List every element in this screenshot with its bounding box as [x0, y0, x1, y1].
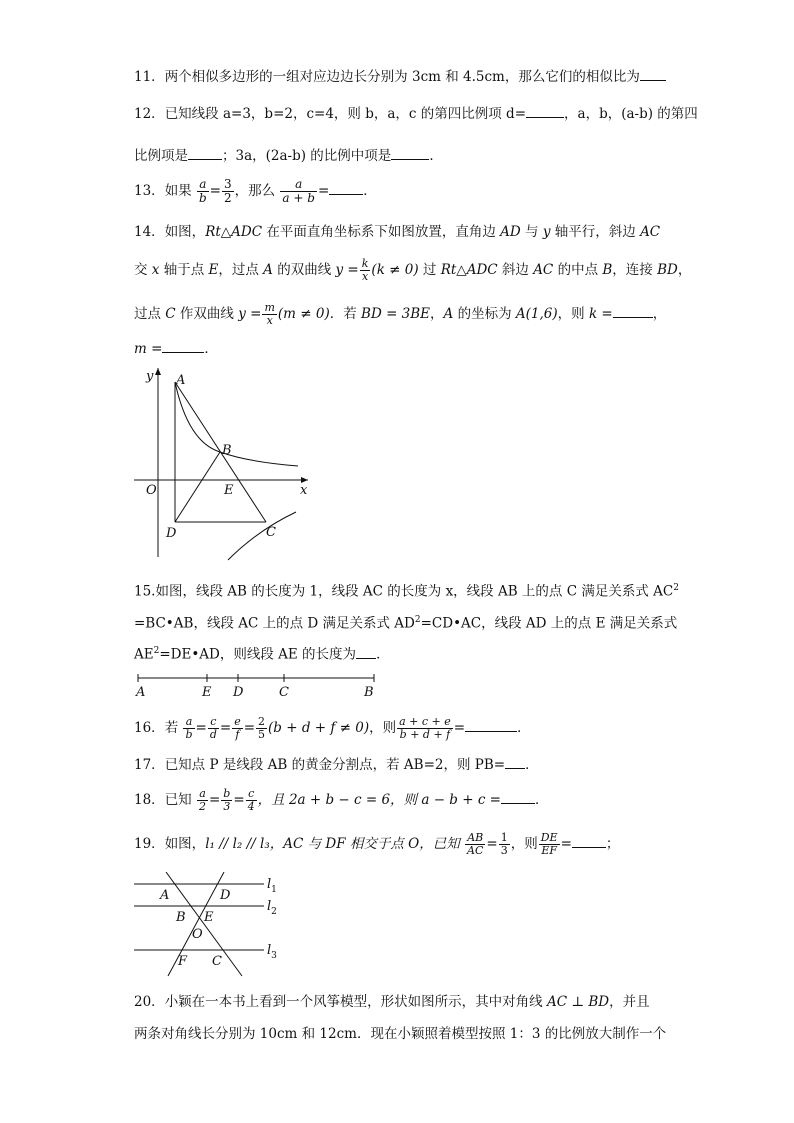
q15-sup3: 2 — [153, 646, 160, 656]
q12-text-b: ，a，b，(a-b) 的第四 — [564, 106, 698, 122]
q14-c: C — [165, 306, 176, 322]
q14-fig-label-c: C — [266, 525, 276, 540]
q18-answer-blank[interactable] — [501, 789, 535, 804]
q20-number: 20． — [134, 994, 165, 1010]
q19-frac-de-ef — [539, 832, 560, 857]
q14-kx-num: k — [361, 257, 369, 270]
q15-t1: 如图，线段 AB 的长度为 1，线段 AC 的长度为 x，线段 AB 上的点 C 满足关系式 AC — [155, 583, 674, 600]
q19-f2-num: 1 — [500, 831, 508, 844]
q14-frac-m-x — [262, 302, 276, 327]
q20-t1: 小颖在一本书上看到一个风筝模型，形状如图所示，其中对角线 — [164, 994, 547, 1010]
q15-sup1: 2 — [673, 583, 679, 593]
q19-f1-num: AB — [465, 832, 485, 845]
q20-line1 — [134, 992, 650, 1012]
q19-number: 19． — [134, 836, 165, 852]
q11-number: 11． — [134, 69, 165, 85]
q12-blank-mean[interactable] — [391, 145, 429, 160]
q12-text-c: 比例项是 — [134, 148, 188, 164]
q16-frac-2-5 — [256, 716, 267, 741]
q13-post: = — [317, 183, 330, 199]
q14-t1: 如图， — [164, 224, 206, 240]
q14-t10: 斜边 — [497, 262, 534, 278]
q18-number: 18． — [134, 792, 165, 808]
q13-mid: ，那么 — [234, 183, 276, 199]
q15-number: 15. — [134, 583, 156, 600]
q16-f2-num: c — [208, 716, 219, 729]
q19-fig-l3-letter: l — [267, 943, 272, 958]
q14-fig-label-e: E — [224, 483, 234, 498]
q14-figure — [128, 362, 318, 562]
q15-fig-label-e: E — [202, 685, 212, 700]
q12-line1 — [134, 103, 698, 124]
q19-mid: ，AC 与 DF 相交于点 O，已知 — [269, 836, 460, 852]
q19-fig-l1-letter: l — [267, 877, 272, 892]
q14-kcond: (k ≠ 0) — [371, 262, 419, 278]
q18-line: 18．已知 $\frac{a}{2}$ = $\frac{b}{3}$ = $\frac{c}{4}$ ，且 2a + b − c = 6，则 a − b + c = ． — [134, 787, 549, 813]
q14-t18: 的坐标为 — [453, 306, 516, 322]
q16-f3-den: f — [235, 728, 240, 741]
q14-hyperbola-k — [175, 382, 298, 466]
q16-f2-den: d — [209, 728, 217, 741]
q16-f1-den: b — [185, 728, 193, 741]
q19-pre: 如图， — [164, 836, 206, 852]
q19-answer-blank[interactable] — [572, 833, 606, 848]
q14-keq: k = — [588, 306, 613, 322]
q16-eq: = — [453, 720, 466, 736]
q19-frac-1-3 — [499, 832, 510, 857]
q13-frac-3-2 — [222, 178, 234, 205]
q16-frac-c-d — [208, 716, 219, 741]
q16-frac-a-b — [183, 716, 194, 741]
q14-meq: m = — [134, 341, 163, 357]
q14-t5: 交 — [134, 262, 152, 278]
q14-fig-label-y: y — [146, 369, 154, 384]
q13-f3-den: a + b — [282, 191, 315, 205]
q15-answer-blank[interactable] — [356, 644, 376, 659]
q13-eq: = — [209, 183, 221, 199]
q17-end: ． — [525, 757, 539, 773]
q18-f3-den: 4 — [247, 800, 255, 813]
q14-t7: ，过点 — [218, 262, 264, 278]
q20-cond: AC ⊥ BD — [546, 994, 610, 1010]
q12-text-a: 已知线段 a=3，b=2，c=4，则 b，a，c 的第四比例项 d= — [164, 106, 527, 122]
q16-f1-num: a — [183, 716, 194, 729]
q14-mx-num: m — [264, 301, 275, 314]
q14-line1 — [134, 222, 660, 242]
q14-line3 — [134, 302, 666, 327]
q13-number: 13． — [134, 183, 165, 199]
q20-line2 — [134, 1024, 666, 1044]
q18-f3-num: c — [246, 788, 257, 801]
q13-f1-num: a — [197, 178, 209, 192]
q13-f2-num: 3 — [223, 177, 232, 191]
q14-t15: 作双曲线 — [175, 306, 239, 322]
q13-f1-den: b — [198, 191, 207, 205]
q11-text: 两个相似多边形的一组对应边边长分别为 3cm 和 4.5cm，那么它们的相似比为 — [164, 69, 640, 85]
q13-f2-den: 2 — [223, 191, 232, 205]
q12-blank-fourth[interactable] — [188, 145, 222, 160]
q19-fig-label-a: A — [160, 888, 170, 903]
q16-number: 16． — [134, 720, 165, 736]
q14-fig-label-b: B — [222, 443, 232, 458]
q19-f1-den: AC — [467, 844, 484, 857]
q16-answer-blank[interactable] — [465, 717, 517, 732]
q14-mcond: (m ≠ 0) — [277, 306, 330, 322]
q20-t3: 两条对角线长分别为 10cm 和 12cm．现在小颖照着模型按照 1：3 的比例放大制作一个 — [134, 1026, 667, 1042]
q14-t4: 轴平行，斜边 — [550, 224, 641, 240]
q17-line — [134, 754, 539, 775]
q19-frac-ab-ac — [465, 832, 485, 857]
q14-bdcond: BD = 3BE — [361, 306, 431, 322]
q14-fig-label-o: O — [146, 483, 157, 498]
q16-pre: 若 — [164, 720, 179, 736]
q19-fig-label-b: B — [176, 910, 186, 925]
q15-fig-label-c: C — [279, 685, 289, 700]
q14-t19: ，则 — [557, 306, 589, 322]
q14-t11: 的中点 — [553, 262, 603, 278]
q14-rt1: Rt△ADC — [205, 224, 263, 240]
q19-f3-num: DE — [540, 831, 558, 844]
q14-fig-label-a: A — [176, 373, 186, 388]
q12-line2 — [134, 145, 443, 166]
q15-t4: AE — [134, 646, 154, 663]
q20-t2: ，并且 — [609, 994, 650, 1010]
q14-xax: x — [151, 262, 160, 278]
q19-fig-label-f: F — [178, 954, 188, 969]
q14-segment-bd — [175, 452, 220, 522]
q18-f2-den: 3 — [223, 800, 231, 813]
q13-f3-num: a — [280, 178, 317, 192]
q14-e: E — [208, 262, 219, 278]
q16-frac-sum — [397, 716, 453, 741]
q14-rt2: Rt△ADC — [440, 262, 498, 278]
q14-ac2: AC — [533, 262, 554, 278]
q14-t9: 过 — [418, 262, 441, 278]
q15-sup2: 2 — [414, 615, 421, 625]
q19-fig-label-l1 — [267, 877, 277, 895]
q17-text: 已知点 P 是线段 AB 的黄金分割点，若 AB=2，则 PB= — [164, 757, 506, 773]
q12-blank-d[interactable] — [526, 103, 564, 118]
q14-t20: ， — [652, 306, 667, 322]
q14-ac: AC — [640, 224, 661, 240]
q19-par: l₁ // l₂ // l₃ — [205, 836, 270, 852]
q16-f5-num: a + c + e — [399, 715, 451, 728]
q14-a: A — [263, 262, 273, 278]
q15-t3: =CD•AC，线段 AD 上的点 E 满足关系式 — [420, 615, 678, 632]
q18-f2-num: b — [223, 787, 231, 800]
q15-line2 — [134, 610, 677, 634]
q14-t8: 的双曲线 — [272, 262, 336, 278]
q19-fig-l3-sub: 3 — [271, 951, 277, 961]
q19-fig-l2-sub: 2 — [271, 907, 277, 917]
q16-frac-e-f — [232, 716, 243, 741]
q15-line3 — [134, 641, 390, 665]
q14-yax: y — [542, 224, 551, 240]
q15-t6: ． — [376, 646, 390, 663]
q14-t12: ，连接 — [612, 262, 658, 278]
q14-b: B — [602, 262, 613, 278]
q14-yeq: y = — [335, 262, 359, 278]
q14-t14: 过点 — [134, 306, 166, 322]
q14-t13: ， — [677, 262, 692, 278]
q19-fig-l2-letter: l — [267, 899, 272, 914]
q19-figure — [130, 872, 290, 978]
q19-line: 19．如图，l₁ // l₂ // l₃，AC 与 DF 相交于点 O，已知 $\frac{AB}{AC}$ = $\frac{1}{3}$ ，则 $\frac{DE}{EF}$ = ； — [134, 831, 620, 857]
q14-blank-m[interactable] — [162, 338, 204, 353]
q18-mid: ，且 2a + b − c = 6，则 a − b + c = — [257, 792, 501, 808]
q19-end: ； — [605, 836, 620, 852]
q19-eq: = — [560, 836, 572, 852]
q19-fig-label-c: C — [212, 954, 222, 969]
q14-kx-den: x — [361, 270, 369, 283]
q11-line — [134, 66, 666, 87]
q14-a2: A — [443, 306, 454, 322]
q19-fig-label-o: O — [192, 927, 203, 942]
q19-f2-den: 3 — [500, 844, 508, 857]
q16-end: ． — [517, 720, 531, 736]
q16-cond: (b + d + f ≠ 0) — [268, 720, 370, 736]
q14-line2 — [134, 258, 691, 283]
q13-end: ． — [363, 183, 377, 199]
q14-t6: 轴于点 — [159, 262, 209, 278]
q18-frac-b-3 — [221, 788, 232, 813]
q18-end: ． — [535, 792, 549, 808]
q16-f3-num: e — [234, 715, 241, 728]
q19-mid2: ，则 — [510, 836, 538, 852]
q19-fig-label-e: E — [204, 910, 214, 925]
q14-number: 14． — [134, 224, 165, 240]
q14-fig-label-d: D — [166, 526, 177, 541]
q12-text-e: ． — [429, 148, 443, 164]
q17-answer-blank[interactable] — [505, 754, 525, 769]
q16-f4-num: 2 — [258, 715, 266, 728]
q18-frac-c-4 — [246, 788, 257, 813]
q19-f3-den: EF — [541, 844, 557, 857]
q14-y-arrow — [155, 368, 161, 375]
q15-t2: =BC•AB，线段 AC 上的点 D 满足关系式 AD — [134, 615, 415, 632]
q13-pre: 如果 — [164, 183, 192, 199]
q16-f5-den: b + d + f — [399, 728, 451, 741]
q16-line: 16．若 $\frac{a}{b}$ = $\frac{c}{d}$ = $\frac{e}{f}$ = $\frac{2}{5}$ (b + d + f ≠ 0)，则 $\frac{a + c + e}{b + d + f}$ = ． — [134, 715, 531, 741]
q18-f1-den: 2 — [198, 800, 206, 813]
q19-fig-label-d: D — [220, 888, 231, 903]
q19-fig-label-l2 — [267, 899, 277, 917]
q14-frac-k-x — [360, 258, 371, 283]
q15-fig-label-a: A — [136, 685, 146, 700]
q18-pre: 已知 — [164, 792, 192, 808]
q17-number: 17． — [134, 757, 165, 773]
q14-t16: ．若 — [329, 306, 362, 322]
q15-line1 — [134, 578, 679, 602]
q19-fig-l1-sub: 1 — [271, 885, 277, 895]
q16-f4-den: 5 — [258, 728, 266, 741]
q19-fig-label-l3 — [267, 943, 277, 961]
q14-fig-label-x: x — [300, 483, 308, 498]
q14-line4 — [134, 338, 218, 359]
q13-answer-blank[interactable] — [329, 180, 363, 195]
q18-f1-num: a — [197, 788, 208, 801]
q14-t2: 在平面直角坐标系下如图放置，直角边 — [262, 224, 501, 240]
q14-yeq2: y = — [238, 306, 262, 322]
q14-bd: BD — [657, 262, 678, 278]
q15-figure — [134, 668, 384, 702]
q15-t5: =DE•AD，则线段 AE 的长度为 — [159, 646, 357, 663]
q14-t3: 与 — [520, 224, 543, 240]
q15-fig-label-d: D — [233, 685, 244, 700]
q14-t21: ． — [204, 341, 218, 357]
q13-line — [134, 178, 377, 205]
q13-frac-a-ab — [280, 178, 317, 205]
q12-number: 12． — [134, 106, 165, 122]
q11-answer-blank[interactable] — [640, 66, 666, 81]
q18-frac-a-2 — [197, 788, 208, 813]
q14-blank-k[interactable] — [613, 303, 653, 318]
q15-fig-label-b: B — [364, 685, 374, 700]
q14-ad: AD — [500, 224, 521, 240]
q13-frac-a-b — [197, 178, 209, 205]
q14-t17: ， — [430, 306, 444, 322]
q14-mx-den: x — [266, 314, 273, 327]
q12-text-d: ；3a，(2a-b) 的比例中项是 — [222, 148, 392, 164]
q14-hyperbola-m — [228, 512, 296, 560]
q14-acoord: A(1,6) — [515, 306, 558, 322]
q16-mid: ，则 — [369, 720, 397, 736]
